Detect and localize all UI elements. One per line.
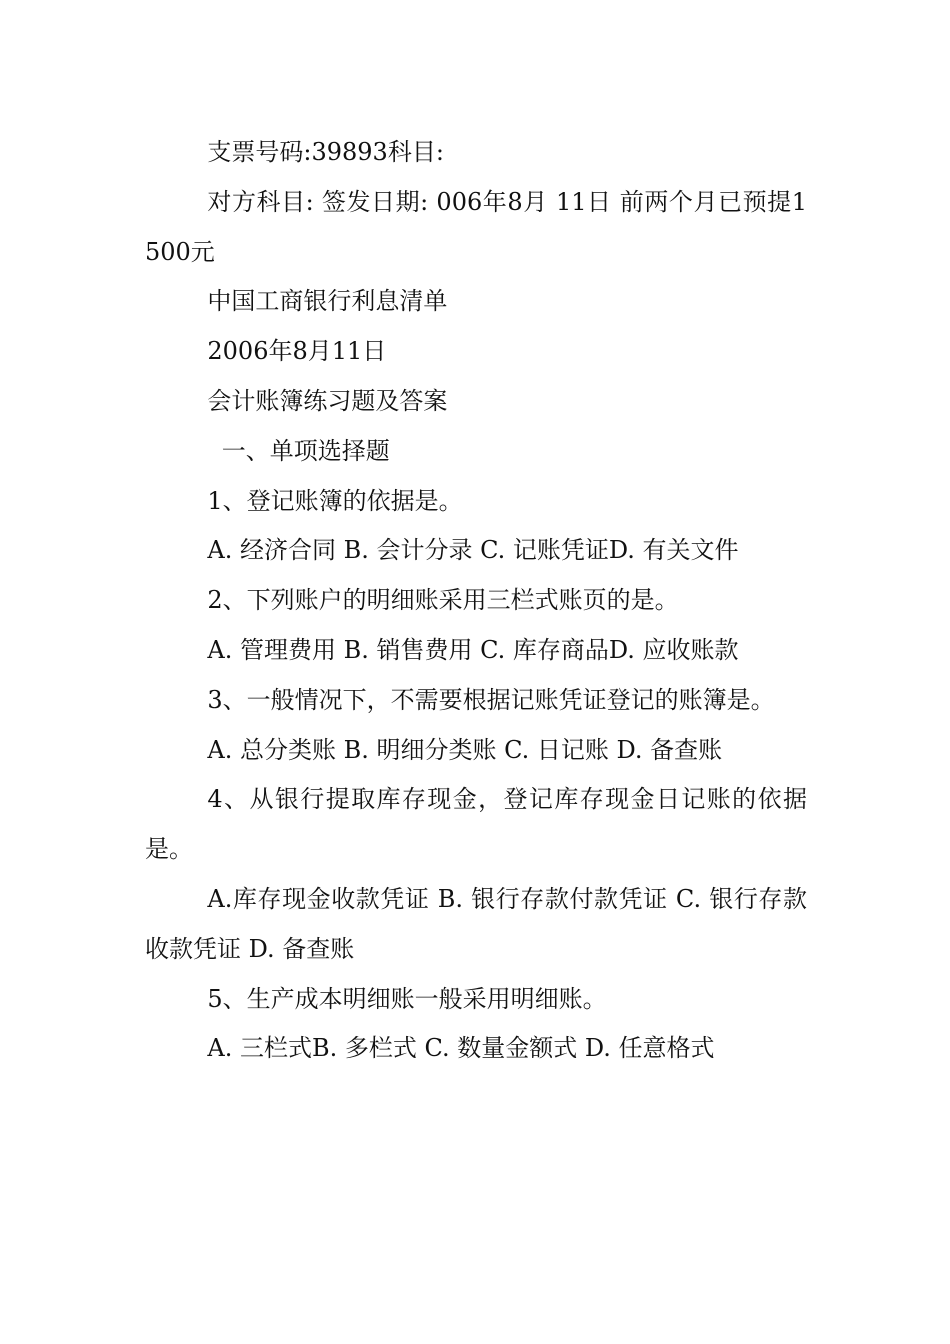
document-body (145, 128, 807, 1074)
question-5: 5、生产成本明细账一般采用明细账。 (207, 984, 607, 1013)
interest-statement-title: 中国工商银行利息清单 (207, 287, 448, 316)
exercise-title: 会计账簿练习题及答案 (207, 386, 448, 415)
counter-account-line: 对方科目: 签发日期: 006年8月 11日 前两个月已预提1500元 (145, 187, 807, 266)
statement-date: 2006年8月11日 (207, 337, 387, 366)
question-1: 1、登记账簿的依据是。 (207, 486, 463, 515)
question-5-options: A. 三栏式B. 多栏式 C. 数量金额式 D. 任意格式 (207, 1034, 715, 1063)
question-3: 3、一般情况下，不需要根据记账凭证登记的账簿是。 (207, 685, 775, 714)
question-4: 4、从银行提取库存现金，登记库存现金日记账的依据是。 (145, 785, 807, 864)
section-heading-single-choice: 一、单项选择题 (221, 436, 390, 465)
question-4-options: A.库存现金收款凭证 B. 银行存款付款凭证 C. 银行存款收款凭证 D. 备查账 (145, 884, 807, 963)
question-2: 2、下列账户的明细账采用三栏式账页的是。 (207, 586, 679, 615)
question-1-options: A. 经济合同 B. 会计分录 C. 记账凭证D. 有关文件 (207, 536, 739, 565)
question-2-options: A. 管理费用 B. 销售费用 C. 库存商品D. 应收账款 (207, 635, 739, 664)
question-3-options: A. 总分类账 B. 明细分类账 C. 日记账 D. 备查账 (207, 735, 723, 764)
cheque-number-line: 支票号码:39893科目: (207, 138, 444, 166)
